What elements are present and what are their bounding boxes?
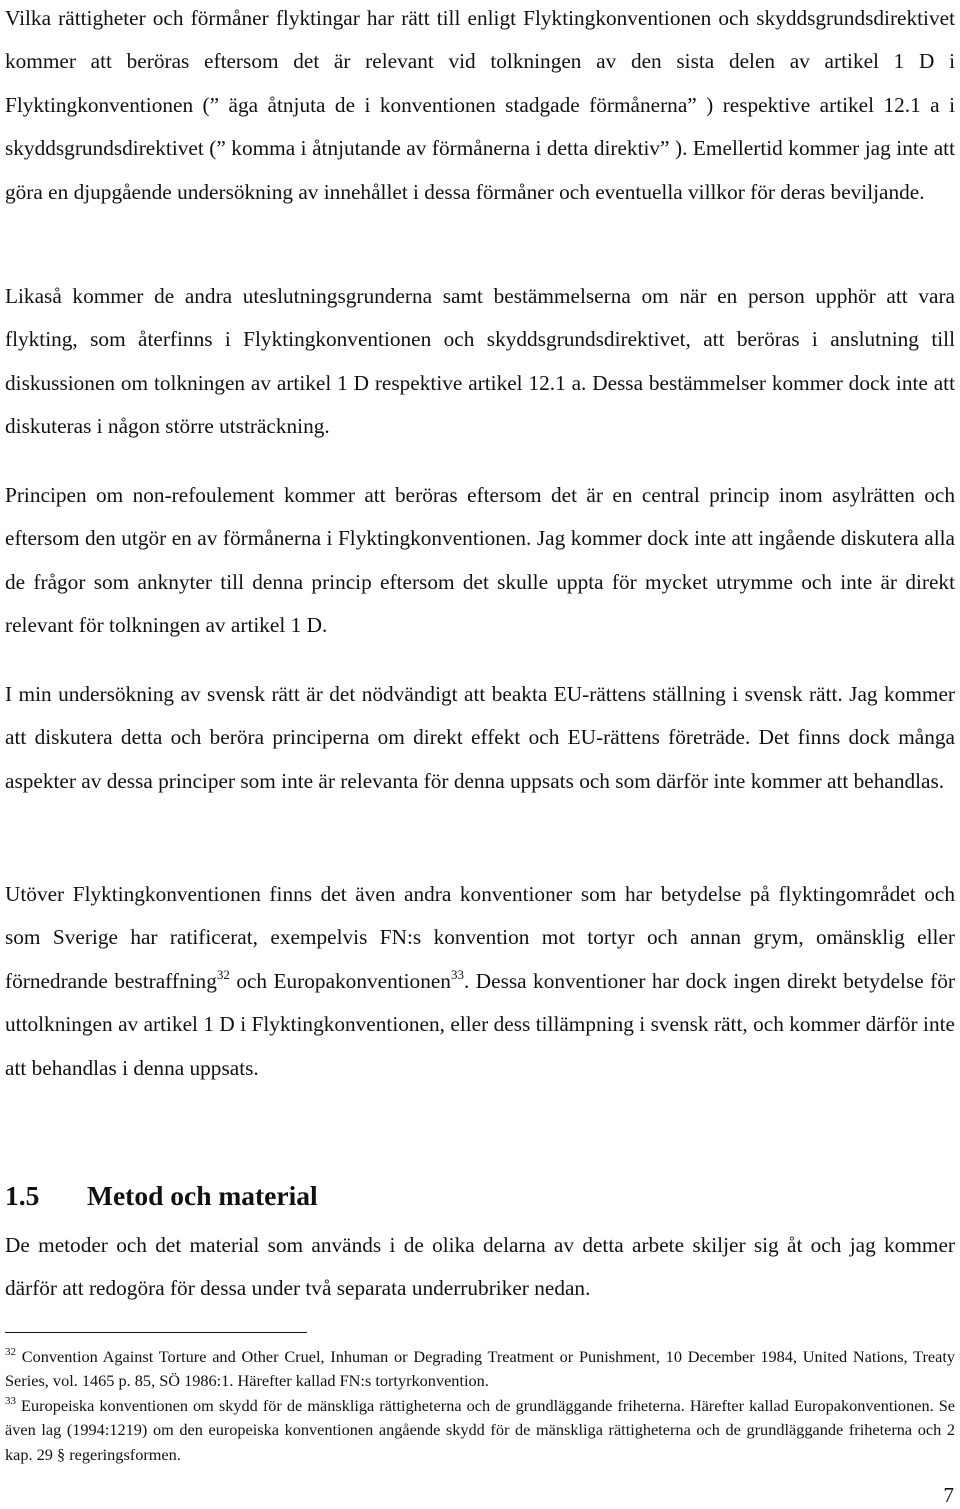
paragraph-other-conventions [5, 873, 955, 1090]
footnote-marker: 33 [5, 1394, 16, 1407]
footnote-divider [5, 1332, 307, 1333]
paragraph-text: Utöver Flyktingkonventionen finns det även andra konventioner som har betydelse på flyktingområdet och som Sverige har ratificerat, exempelvis FN:s konvention mot tortyr och annan grym, omänsklig eller förnedrande bestraffning [5, 882, 955, 993]
paragraph-text: . Dessa konventioner har dock ingen direkt betydelse för uttolkningen av artikel 1 D i Flyktingkonventionen, eller dess tillämpning i svensk rätt, och kommer därför inte att behandlas i denna uppsats. [5, 968, 955, 1080]
paragraph-text: Principen om non-refoulement kommer att beröras eftersom det är en central princip inom asylrätten och eftersom den utgör en av förmånerna i Flyktingkonventionen. Jag kommer dock inte att ingående diskutera alla de frågor som anknyter till denna princip eftersom det skulle uppta för mycket utrymme och inte är direkt relevant för tolkningen av artikel 1 D. [5, 483, 955, 638]
footnote-text: Convention Against Torture and Other Cruel, Inhuman or Degrading Treatment or Punishment, 10 December 1984, United Nations, Treaty Series, vol. 1465 p. 85, SÖ 1986:1. Härefter kallad FN:s tortyrkonvention. [5, 1347, 955, 1391]
paragraph-text: Likaså kommer de andra uteslutningsgrunderna samt bestämmelserna om när en person upphör att vara flykting, som återfinns i Flyktingkonventionen och skyddsgrundsdirektivet, att beröras i anslutning till diskussionen om tolkningen av artikel 1 D respektive artikel 12.1 a. Dessa bestämmelser kommer dock inte att diskuteras i någon större utsträckning. [5, 284, 955, 439]
footnote-ref-33[interactable]: 33 [450, 966, 464, 982]
section-title: Metod och material [87, 1180, 318, 1211]
paragraph-text: och Europakonventionen [229, 968, 451, 993]
footnotes [5, 1345, 955, 1467]
section-number: 1.5 [5, 1180, 40, 1211]
paragraph-benefits [5, 0, 955, 214]
footnote-32 [5, 1345, 955, 1394]
paragraph-non-refoulement [5, 474, 955, 648]
section-heading [5, 1178, 318, 1214]
paragraph-text: I min undersökning av svensk rätt är det nödvändigt att beakta EU-rättens ställning i svensk rätt. Jag kommer att diskutera detta och beröra principerna om direkt effekt och EU-rättens företräde. Det finns dock många aspekter av dessa principer som inte är relevanta för denna uppsats och som därför inte kommer att behandlas. [5, 682, 955, 793]
paragraph-eu-law [5, 673, 955, 803]
footnote-ref-32[interactable]: 32 [216, 966, 230, 982]
paragraph-text: Vilka rättigheter och förmåner flyktingar har rätt till enligt Flyktingkonventionen och skyddsgrundsdirektivet kommer att beröras eftersom det är relevant vid tolkningen av den sista delen av artikel 1 D i Flyktingkonventionen (” äga åtnjuta de i konventionen stadgade förmånerna” ) respektive artikel 12.1 a i skyddsgrundsdirektivet (” komma i åtnjutande av förmånerna i detta direktiv” ). Emellertid kommer jag inte att göra en djupgående undersökning av innehållet i dessa förmåner och eventuella villkor för deras beviljande. [5, 6, 955, 204]
paragraph-method-intro [5, 1224, 955, 1311]
footnote-marker: 32 [5, 1346, 16, 1358]
paragraph-text: De metoder och det material som används i de olika delarna av detta arbete skiljer sig åt och jag kommer därför att redogöra för dessa under två separata underrubriker nedan. [5, 1233, 955, 1301]
footnote-33 [5, 1394, 955, 1467]
paragraph-exclusion-grounds [5, 275, 955, 449]
page-number: 7 [943, 1483, 954, 1507]
footnote-text: Europeiska konventionen om skydd för de mänskliga rättigheterna och de grundläggande friheterna. Härefter kallad Europakonventionen. Se även lag (1994:1219) om den europeiska konventionen angående skydd för de mänskliga rättigheterna och de grundläggande friheterna och 2 kap. 29 § regeringsformen. [5, 1395, 955, 1464]
